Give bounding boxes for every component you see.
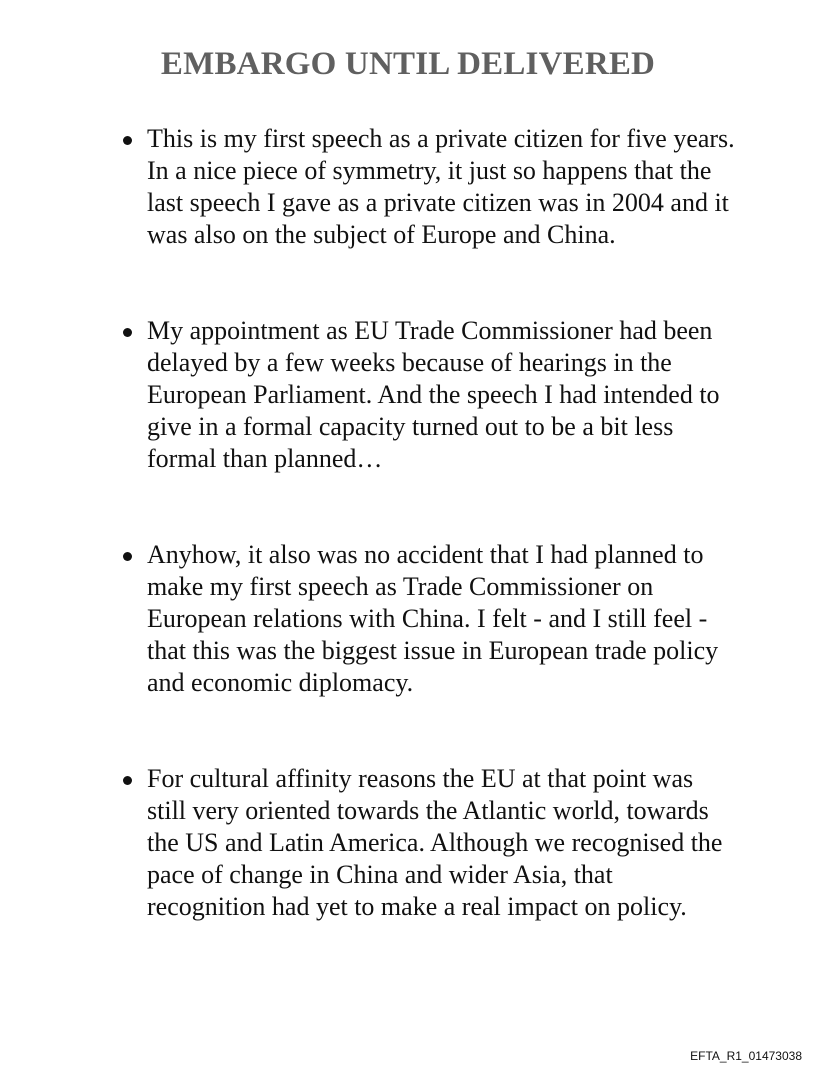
bullet-text: This is my first speech as a private citizen for five years. In a nice piece of symmetry, it just so happens that the last speech I gave as a private citizen was in 2004 and it was also on the subject of Europe and China. bbox=[147, 124, 735, 249]
bullet-text: My appointment as EU Trade Commissioner had been delayed by a few weeks because of hearings in the European Parliament. And the speech I had intended to give in a formal capacity turned out to be a bit less formal than planned… bbox=[147, 316, 720, 473]
bullet-icon bbox=[123, 136, 132, 145]
bullet-list bbox=[147, 123, 737, 987]
bullet-icon bbox=[123, 776, 132, 785]
document-id: EFTA_R1_01473038 bbox=[690, 1049, 802, 1063]
list-item bbox=[147, 315, 737, 475]
bullet-text: For cultural affinity reasons the EU at that point was still very oriented towards the Atlantic world, towards the US and Latin America. Although we recognised the pace of change in China and wider Asia, that recognition had yet to make a real impact on policy. bbox=[147, 764, 723, 921]
list-item bbox=[147, 539, 737, 699]
list-item bbox=[147, 123, 737, 251]
bullet-text: Anyhow, it also was no accident that I had planned to make my first speech as Trade Commissioner on European relations with China. I felt - and I still feel - that this was the biggest issue in European trade policy and economic diplomacy. bbox=[147, 540, 719, 697]
list-item bbox=[147, 763, 737, 923]
bullet-icon bbox=[123, 552, 132, 561]
bullet-icon bbox=[123, 328, 132, 337]
page-title: EMBARGO UNTIL DELIVERED bbox=[160, 46, 656, 82]
